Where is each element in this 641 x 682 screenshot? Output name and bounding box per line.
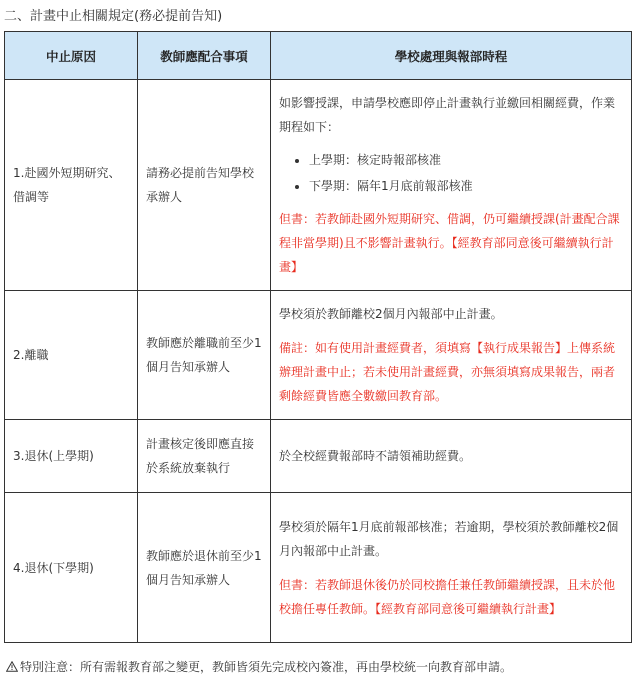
- schedule-item: • 下學期：隔年1月底前報部核准: [309, 173, 623, 199]
- school-cell: [271, 493, 632, 643]
- reason-cell: 1.赴國外短期研究、借調等: [5, 80, 138, 291]
- school-process-text: 如影響授課，申請學校應即停止計畫執行並繳回相關經費，作業期程如下：: [279, 96, 616, 134]
- footnote: [6, 658, 512, 675]
- table-row: [5, 80, 632, 291]
- school-cell: [271, 291, 632, 420]
- table-row: [5, 291, 632, 420]
- school-process-text: 學校須於隔年1月底前報部核准；若逾期，學校須於教師離校2個月內報部中止計畫。: [279, 519, 619, 558]
- teacher-cell: 計畫核定後即應直接於系統放棄執行: [138, 420, 271, 493]
- table-row: [5, 420, 632, 493]
- section-title: 二、計畫中止相關規定(務必提前告知): [4, 9, 223, 24]
- table-header-row: [5, 32, 632, 80]
- school-process-text: 於全校經費報部時不請領補助經費。: [279, 449, 472, 463]
- school-cell: [271, 420, 632, 493]
- reason-cell: 4.退休(下學期): [5, 493, 138, 643]
- warning-icon: [6, 660, 20, 674]
- teacher-cell: 教師應於離職前至少1個月告知承辦人: [138, 291, 271, 420]
- regulation-table: [4, 31, 632, 643]
- schedule-item: • 上學期：核定時報部核准: [309, 147, 623, 173]
- header-teacher-duties: 教師應配合事項: [138, 32, 271, 80]
- teacher-cell: 請務必提前告知學校承辦人: [138, 80, 271, 291]
- reason-cell: 3.退休(上學期): [5, 420, 138, 493]
- teacher-cell: 教師應於退休前至少1個月告知承辦人: [138, 493, 271, 643]
- header-school-process: 學校處理與報部時程: [271, 32, 632, 80]
- remark-note: 備註：如有使用計畫經費者，須填寫【執行成果報告】上傳系統辦理計畫中止；若未使用計畫經費，亦無須填寫成果報告，兩者剩餘經費皆應全數繳回教育部。: [279, 341, 616, 403]
- school-process-text: 學校須於教師離校2個月內報部中止計畫。: [279, 307, 503, 321]
- proviso-note: 但書：若教師赴國外短期研究、借調，仍可繼續授課(計畫配合課程非當學期)且不影響計畫執行。【經教育部同意後可繼續執行計畫】: [279, 212, 620, 274]
- reason-cell: 2.離職: [5, 291, 138, 420]
- proviso-note: 但書：若教師退休後仍於同校擔任兼任教師繼續授課，且未於他校擔任專任教師。【經教育部同意後可繼續執行計畫】: [279, 577, 616, 616]
- school-cell: [271, 80, 632, 291]
- schedule-list: [279, 147, 623, 199]
- table-row: [5, 493, 632, 643]
- header-reason: 中止原因: [5, 32, 138, 80]
- footnote-text: 特別注意：所有需報教育部之變更，教師皆須先完成校內簽准，再由學校統一向教育部申請。: [20, 660, 513, 674]
